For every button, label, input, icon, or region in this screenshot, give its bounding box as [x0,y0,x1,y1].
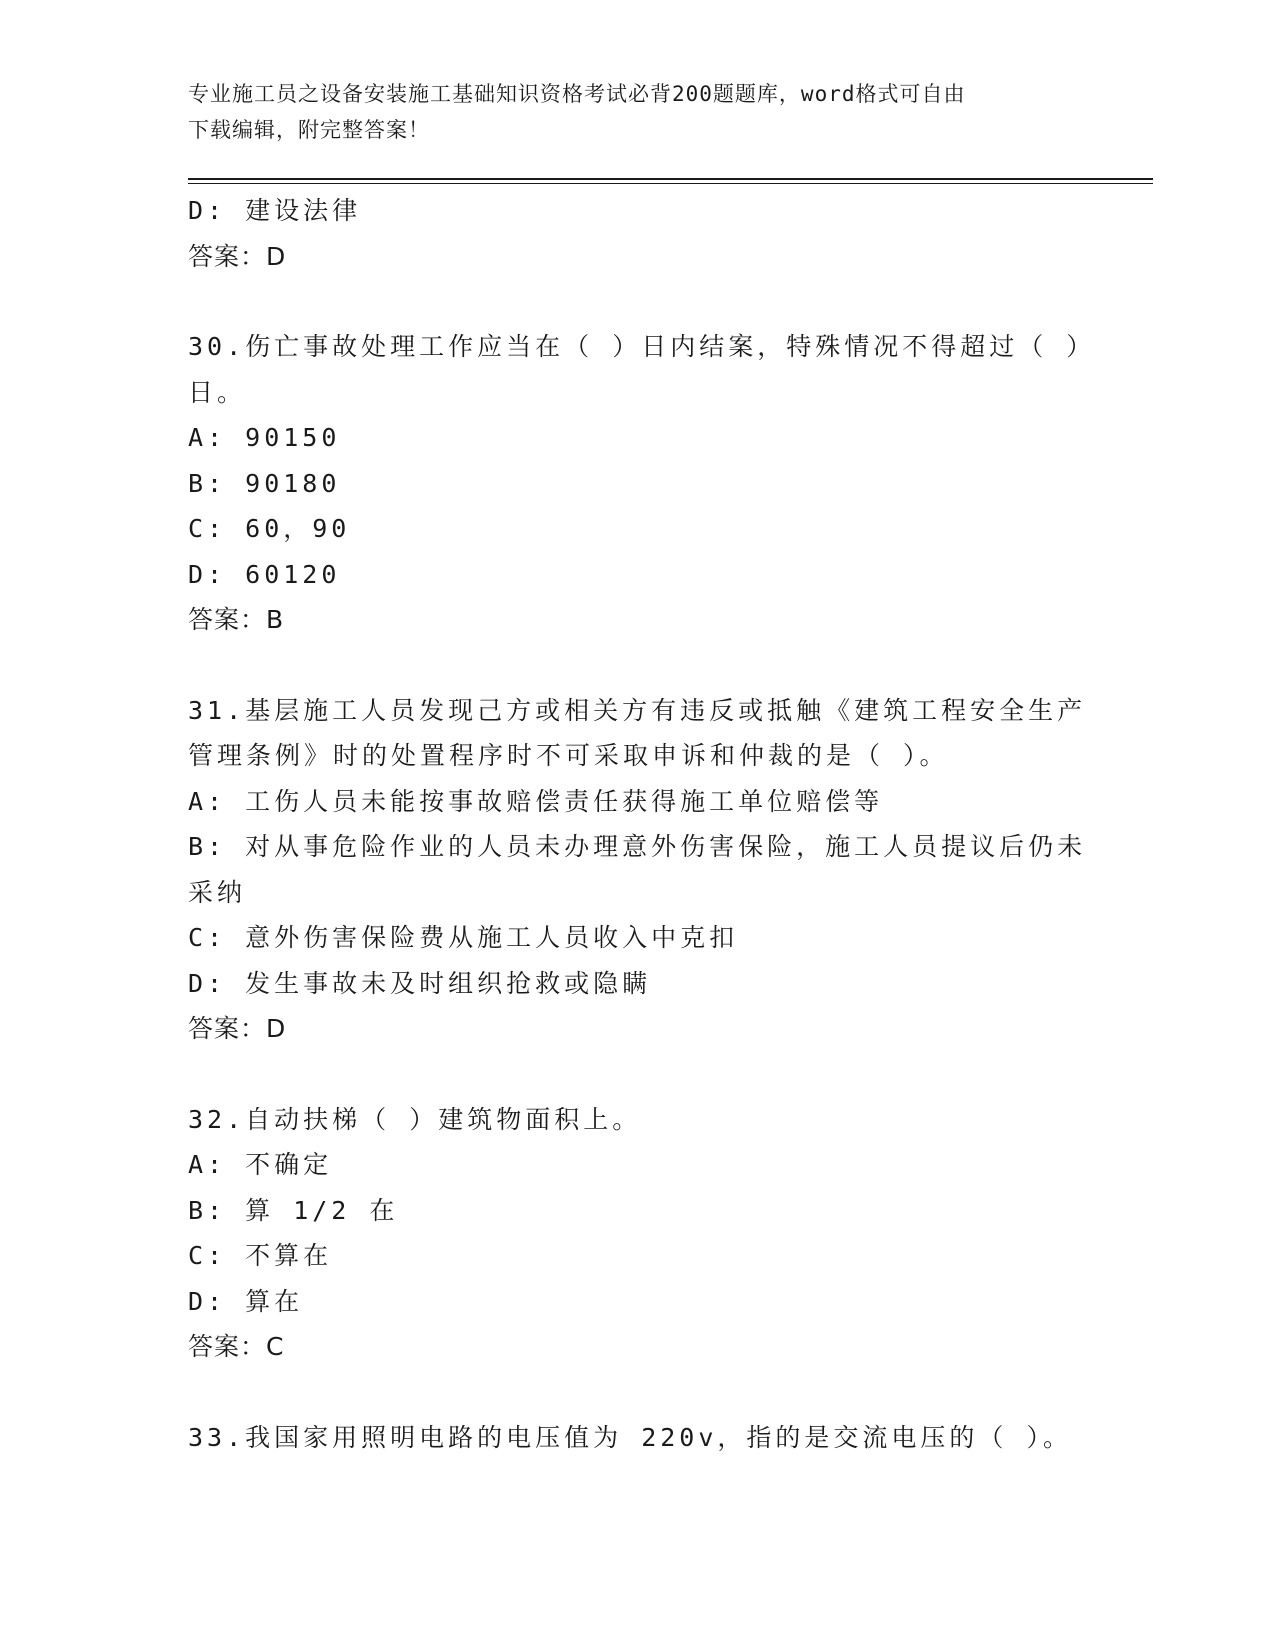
option-a: A: 不确定 [188,1150,333,1179]
question-text-line-1: 31.基层施工人员发现己方或相关方有违反或抵触《建筑工程安全生产 [188,695,1087,725]
header-divider-thin [188,183,1153,184]
option-d: D: 60120 [188,559,341,589]
option-c: C: 意外伤害保险费从施工人员收入中克扣 [188,923,739,952]
header-line-2: 下载编辑，附完整答案！ [188,118,430,142]
option-a: A: 90150 [188,423,341,452]
option-c: C: 不算在 [188,1241,333,1270]
option-b-continued: 采纳 [188,877,247,907]
option-d: D: 算在 [188,1286,304,1316]
question-text-line-1: 32.自动扶梯（ ）建筑物面积上。 [188,1104,642,1134]
option-b: B: 对从事危险作业的人员未办理意外伤害保险，施工人员提议后仍未 [188,832,1087,861]
option-d: D: 发生事故未及时组织抢救或隐瞒 [188,968,652,998]
question-text-line-1: 30.伤亡事故处理工作应当在（ ）日内结案，特殊情况不得超过（ ） [188,332,1096,361]
option-c: C: 60，90 [188,514,351,543]
answer-line: 答案：D [188,1014,287,1043]
option-b: B: 算 1/2 在 [188,1195,399,1225]
option-d: D: 建设法律 [188,196,362,225]
answer-line: 答案：B [188,605,285,634]
answer-line: 答案：C [188,1332,285,1361]
answer-line: 答案：D [188,241,287,271]
header-line-1: 专业施工员之设备安装施工基础知识资格考试必背200题题库，word格式可自由 [188,82,966,106]
question-text-line-2: 管理条例》时的处置程序时不可采取申诉和仲裁的是（ ）。 [188,741,949,770]
question-block-29 [188,188,1088,279]
header-divider-thick [188,178,1153,180]
question-block-30 [188,324,1096,643]
option-b: B: 90180 [188,468,341,498]
question-block-33 [188,1415,1088,1461]
question-block-32 [188,1097,1088,1370]
option-a: A: 工伤人员未能按事故赔偿责任获得施工单位赔偿等 [188,786,884,816]
document-header [188,76,1088,148]
question-text-line-1: 33.我国家用照明电路的电压值为 220v，指的是交流电压的（ ）。 [188,1422,1072,1452]
question-block-31 [188,688,1088,1052]
question-text-line-2: 日。 [188,377,247,407]
question-list [188,188,1096,1460]
